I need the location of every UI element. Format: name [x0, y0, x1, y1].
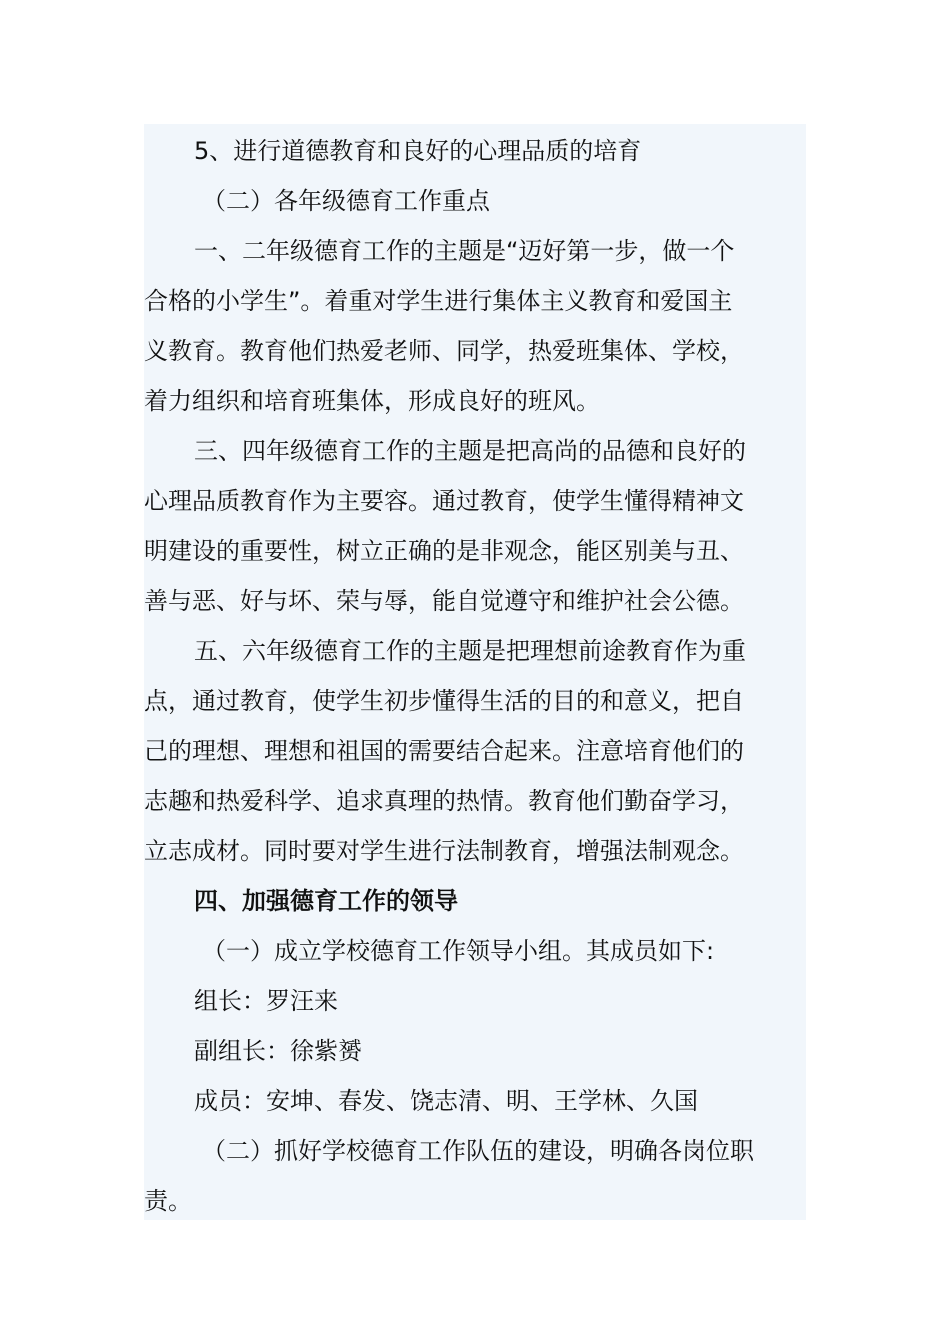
deputy-leader-line: 副组长：徐紫赟	[194, 1037, 362, 1065]
paragraph-line: 点，通过教育，使学生初步懂得生活的目的和意义，把自	[144, 687, 744, 715]
grade-focus-subheading: （二）各年级德育工作重点	[202, 187, 490, 215]
moral-item-5-heading: 5、进行道德教育和良好的心理品质的培育	[194, 137, 642, 165]
paragraph-line: 责。	[144, 1187, 192, 1215]
document-body	[144, 124, 806, 1220]
paragraph-line: 善与恶、好与坏、荣与辱，能自觉遵守和维护社会公德。	[144, 587, 744, 615]
subsection-heading: （二）抓好学校德育工作队伍的建设，明确各岗位职	[202, 1137, 754, 1165]
members-line: 成员：安坤、春发、饶志清、明、王学林、久国	[194, 1087, 698, 1115]
leader-line: 组长：罗汪来	[194, 987, 338, 1015]
section-heading: 四、加强德育工作的领导	[194, 887, 458, 915]
paragraph-line: 合格的小学生”。着重对学生进行集体主义教育和爱国主	[144, 287, 733, 315]
paragraph-line: 明建设的重要性，树立正确的是非观念，能区别美与丑、	[144, 537, 744, 565]
paragraph-line: 五、六年级德育工作的主题是把理想前途教育作为重	[194, 637, 746, 665]
paragraph-line: 三、四年级德育工作的主题是把高尚的品德和良好的	[194, 437, 746, 465]
paragraph-line: 一、二年级德育工作的主题是“迈好第一步，做一个	[194, 237, 735, 265]
paragraph-line: 志趣和热爱科学、追求真理的热情。教育他们勤奋学习，	[144, 787, 744, 815]
paragraph-line: 义教育。教育他们热爱老师、同学，热爱班集体、学校，	[144, 337, 744, 365]
paragraph-line: 立志成材。同时要对学生进行法制教育，增强法制观念。	[144, 837, 744, 865]
paragraph-line: 着力组织和培育班集体，形成良好的班风。	[144, 387, 600, 415]
paragraph-line: 心理品质教育作为主要容。通过教育，使学生懂得精神文	[144, 487, 744, 515]
subsection-heading: （一）成立学校德育工作领导小组。其成员如下:	[202, 937, 715, 965]
paragraph-line: 己的理想、理想和祖国的需要结合起来。注意培育他们的	[144, 737, 744, 765]
